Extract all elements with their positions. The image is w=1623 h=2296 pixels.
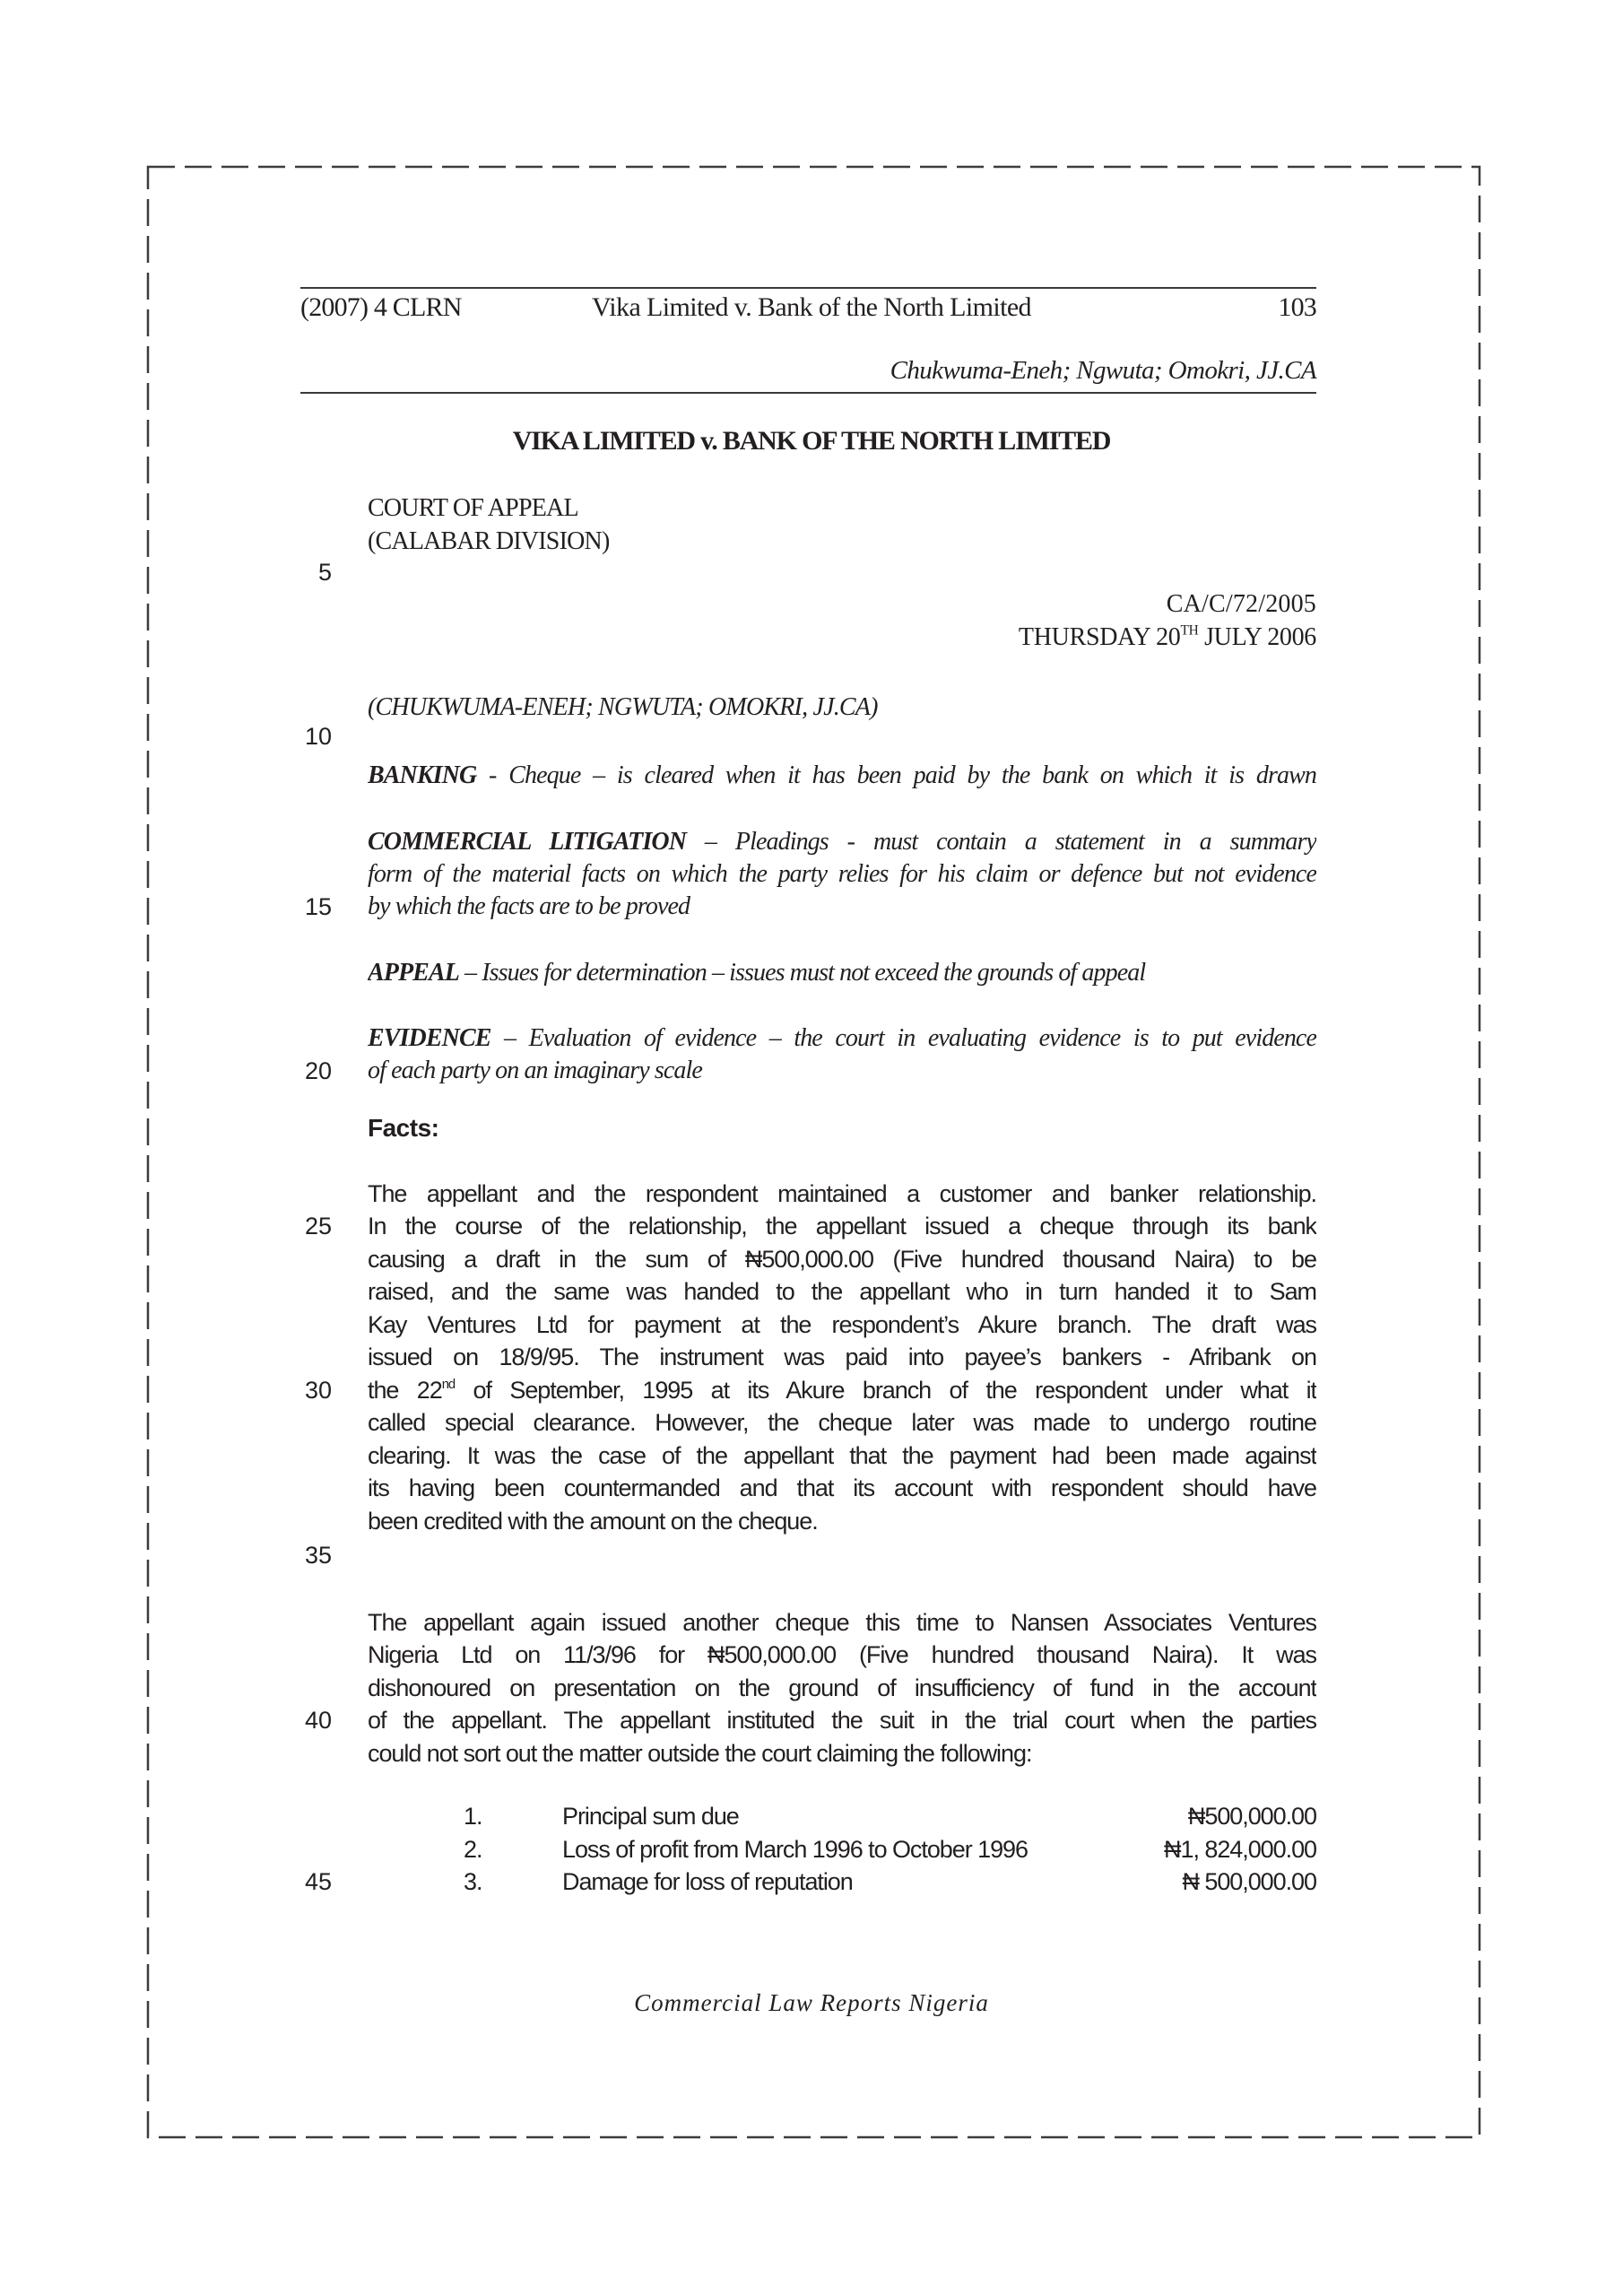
claim-amount: ₦500,000.00	[1187, 1803, 1316, 1830]
facts-line: In the course of the relationship, the appellant issued a cheque through its bank	[368, 1213, 1316, 1239]
facts-line: clearing. It was the case of the appellant that the payment had been made against	[368, 1442, 1316, 1469]
claim-label: Loss of profit from March 1996 to October 1996	[562, 1836, 1028, 1863]
facts-line: could not sort out the matter outside the court claiming the following:	[368, 1740, 1032, 1767]
line-number: 25	[304, 1213, 332, 1239]
headnote-subject: COMMERCIAL LITIGATION	[368, 828, 687, 856]
header-page-number: 103	[1278, 292, 1316, 322]
line-number: 10	[304, 723, 332, 750]
line-number: 20	[304, 1057, 332, 1084]
claim-label: Principal sum due	[562, 1803, 739, 1830]
headnote-line: of each party on an imaginary scale	[368, 1057, 702, 1084]
facts-line: been credited with the amount on the cheque.	[368, 1508, 818, 1535]
line-number: 15	[304, 893, 332, 920]
headnote-evidence	[368, 1022, 1316, 1055]
claim-amount: ₦1, 824,000.00	[1164, 1836, 1316, 1863]
claim-number: 3.	[464, 1868, 482, 1895]
date-ordinal: TH	[1180, 622, 1199, 639]
claim-label: Damage for loss of reputation	[562, 1868, 853, 1895]
claim-item	[0, 1833, 1623, 1866]
line-number: 30	[304, 1377, 332, 1404]
facts-heading: Facts:	[368, 1114, 439, 1142]
facts-line: its having been countermanded and that its account with respondent should have	[368, 1474, 1316, 1501]
coram: (CHUKWUMA-ENEH; NGWUTA; OMOKRI, JJ.CA)	[368, 693, 878, 721]
facts-line: Nigeria Ltd on 11/3/96 for ₦500,000.00 (Five hundred thousand Naira). It was	[368, 1641, 1316, 1668]
suit-number: CA/C/72/2005	[1166, 590, 1316, 618]
header-bottom-rule	[300, 392, 1316, 394]
facts-line	[368, 1374, 1316, 1406]
headnote-text: – Issues for determination – issues must not exceed the grounds of appeal	[458, 959, 1146, 987]
case-title: VIKA LIMITED v. BANK OF THE NORTH LIMITED	[512, 426, 1111, 456]
date-suffix: JULY 2006	[1198, 623, 1316, 651]
facts-line: of the appellant. The appellant instituted the suit in the trial court when the parties	[368, 1707, 1316, 1734]
header-judges: Chukwuma-Eneh; Ngwuta; Omokri, JJ.CA	[890, 356, 1316, 385]
publication-footer: Commercial Law Reports Nigeria	[634, 1989, 989, 2016]
headnote-appeal	[368, 957, 1316, 989]
line-number: 45	[304, 1868, 332, 1895]
headnote-text: – Pleadings - must contain a statement in a summary	[686, 828, 1316, 856]
headnote-line: by which the facts are to be proved	[368, 892, 690, 920]
facts-text: the 22	[368, 1377, 442, 1404]
date-prefix: THURSDAY 20	[1018, 623, 1181, 651]
headnote-text: - Cheque – is cleared when it has been paid by the bank on which it is drawn	[476, 761, 1316, 789]
claim-number: 1.	[464, 1803, 482, 1830]
line-number: 40	[304, 1707, 332, 1734]
headnote-banking	[368, 760, 1316, 792]
court-division: (CALABAR DIVISION)	[368, 527, 610, 555]
claim-item	[0, 1866, 1623, 1898]
facts-line: issued on 18/9/95. The instrument was paid into payee’s bankers - Afribank on	[368, 1344, 1316, 1370]
facts-line: Kay Ventures Ltd for payment at the respondent’s Akure branch. The draft was	[368, 1311, 1316, 1338]
headnote-commercial-litigation	[368, 826, 1316, 858]
facts-line: The appellant and the respondent maintained a customer and banker relationship.	[368, 1180, 1316, 1207]
header-top-rule	[300, 287, 1316, 289]
line-number: 5	[317, 559, 332, 586]
header-case-short: Vika Limited v. Bank of the North Limited	[592, 292, 1031, 322]
header-citation: (2007) 4 CLRN	[300, 292, 462, 322]
claim-number: 2.	[464, 1836, 482, 1863]
ordinal-suffix: nd	[441, 1377, 456, 1392]
facts-line: dishonoured on presentation on the ground of insufficiency of fund in the account	[368, 1674, 1316, 1701]
facts-line: raised, and the same was handed to the appellant who in turn handed it to Sam	[368, 1278, 1316, 1305]
facts-line: called special clearance. However, the cheque later was made to undergo routine	[368, 1409, 1316, 1436]
facts-line: The appellant again issued another cheque this time to Nansen Associates Ventures	[368, 1609, 1316, 1636]
headnote-text: – Evaluation of evidence – the court in evaluating evidence is to put evidence	[490, 1024, 1316, 1052]
claim-item	[0, 1800, 1623, 1832]
judgment-date	[1019, 623, 1316, 652]
line-number: 35	[304, 1542, 332, 1569]
headnote-line: form of the material facts on which the party relies for his claim or defence but not evidence	[368, 860, 1316, 888]
facts-text: of September, 1995 at its Akure branch of the respondent under what it	[455, 1377, 1316, 1404]
court-name: COURT OF APPEAL	[368, 494, 578, 522]
headnote-subject: BANKING	[368, 761, 477, 789]
headnote-subject: APPEAL	[368, 959, 459, 987]
claim-amount: ₦ 500,000.00	[1182, 1868, 1316, 1895]
facts-line: causing a draft in the sum of ₦500,000.00 (Five hundred thousand Naira) to be	[368, 1246, 1316, 1273]
headnote-subject: EVIDENCE	[368, 1024, 491, 1052]
